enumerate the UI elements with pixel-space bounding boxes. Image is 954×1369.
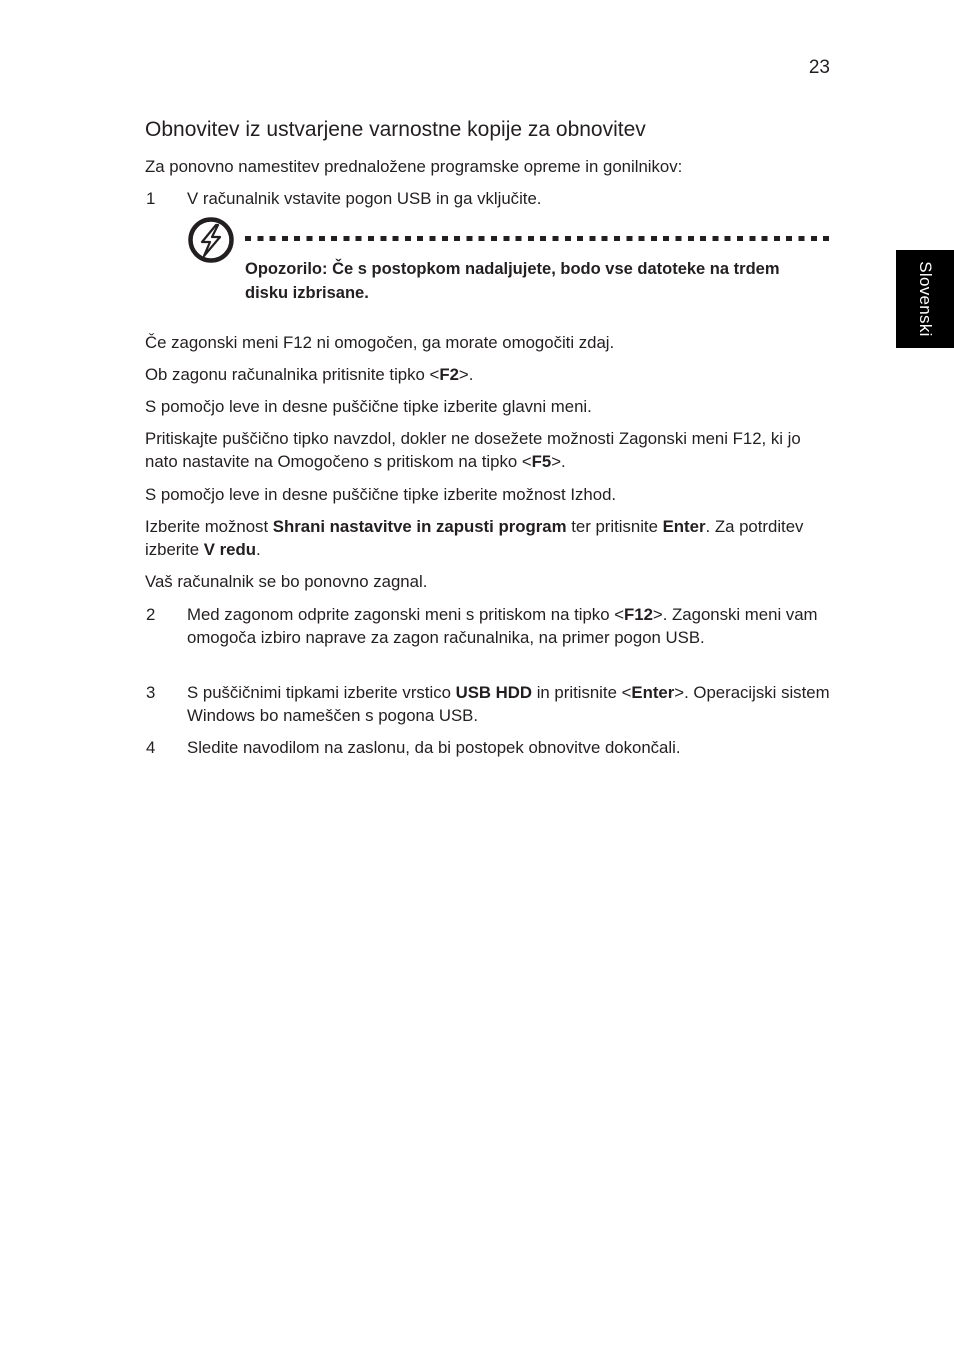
text-span: Ob zagonu računalnika pritisnite tipko < bbox=[145, 365, 440, 384]
paragraph: Vaš računalnik se bo ponovno zagnal. bbox=[145, 572, 428, 591]
step-1 bbox=[145, 187, 835, 210]
intro-paragraph: Za ponovno namestitev prednaložene programske opreme in gonilnikov: bbox=[145, 157, 683, 176]
key-name: F12 bbox=[624, 605, 653, 624]
key-name: Enter bbox=[631, 683, 675, 702]
text-span: >. Operacijski sistem Windows bo nameščen s pogona USB. bbox=[187, 683, 830, 725]
paragraph: Če zagonski meni F12 ni omogočen, ga morate omogočiti zdaj. bbox=[145, 333, 615, 352]
step-3 bbox=[145, 681, 835, 727]
menu-option: USB HDD bbox=[455, 683, 533, 702]
text-span: >. bbox=[458, 365, 474, 384]
warning-body: Če s postopkom nadaljujete, bodo vse datoteke na trdem disku izbrisane. bbox=[245, 260, 780, 302]
text-span: Pritiskajte puščično tipko navzdol, dokler ne dosežete možnosti Zagonski meni F12, ki jo nato nastavite na Omogočeno s pritiskom na tipko < bbox=[145, 429, 801, 471]
text-span: . Za potrditev izberite bbox=[145, 517, 804, 559]
paragraph bbox=[145, 363, 835, 386]
menu-option: Shrani nastavitve in zapusti program bbox=[272, 517, 567, 536]
text-span: S puščičnimi tipkami izberite vrstico bbox=[187, 683, 456, 702]
step-text: V računalnik vstavite pogon USB in ga vključite. bbox=[187, 189, 542, 208]
text-span: . bbox=[256, 540, 261, 559]
step-text: Sledite navodilom na zaslonu, da bi postopek obnovitve dokončali. bbox=[187, 738, 681, 757]
text-span: Med zagonom odprite zagonski meni s pritiskom na tipko < bbox=[187, 605, 624, 624]
step-4 bbox=[145, 736, 835, 759]
step-text bbox=[187, 681, 835, 727]
paragraph: S pomočjo leve in desne puščične tipke izberite možnost Izhod. bbox=[145, 485, 617, 504]
language-tab-label: Slovenski bbox=[916, 261, 935, 337]
key-name: F2 bbox=[439, 365, 459, 384]
paragraph: S pomočjo leve in desne puščične tipke izberite glavni meni. bbox=[145, 397, 592, 416]
step-number: 3 bbox=[146, 683, 156, 702]
step-text bbox=[187, 603, 835, 649]
key-name: Enter bbox=[662, 517, 706, 536]
warning-divider bbox=[245, 236, 831, 241]
warning-lightning-icon bbox=[187, 216, 235, 264]
text-span: >. bbox=[551, 452, 566, 471]
text-span: ter pritisnite bbox=[566, 517, 663, 536]
step-number: 2 bbox=[146, 605, 156, 624]
step-2 bbox=[145, 603, 835, 649]
language-tab bbox=[896, 250, 954, 348]
section-heading: Obnovitev iz ustvarjene varnostne kopije za obnovitev bbox=[145, 118, 646, 141]
paragraph bbox=[145, 427, 835, 473]
warning-text bbox=[245, 257, 825, 305]
page-number: 23 bbox=[808, 57, 830, 78]
text-span: >. Zagonski meni vam omogoča izbiro naprave za zagon računalnika, na primer pogon USB. bbox=[187, 605, 818, 647]
warning-label: Opozorilo: bbox=[245, 260, 328, 278]
text-span: Izberite možnost bbox=[145, 517, 273, 536]
paragraph bbox=[145, 515, 835, 561]
key-name: F5 bbox=[531, 452, 552, 471]
menu-option: V redu bbox=[203, 540, 256, 559]
step-number: 4 bbox=[146, 738, 156, 757]
step-number: 1 bbox=[146, 189, 156, 208]
text-span: in pritisnite < bbox=[532, 683, 632, 702]
